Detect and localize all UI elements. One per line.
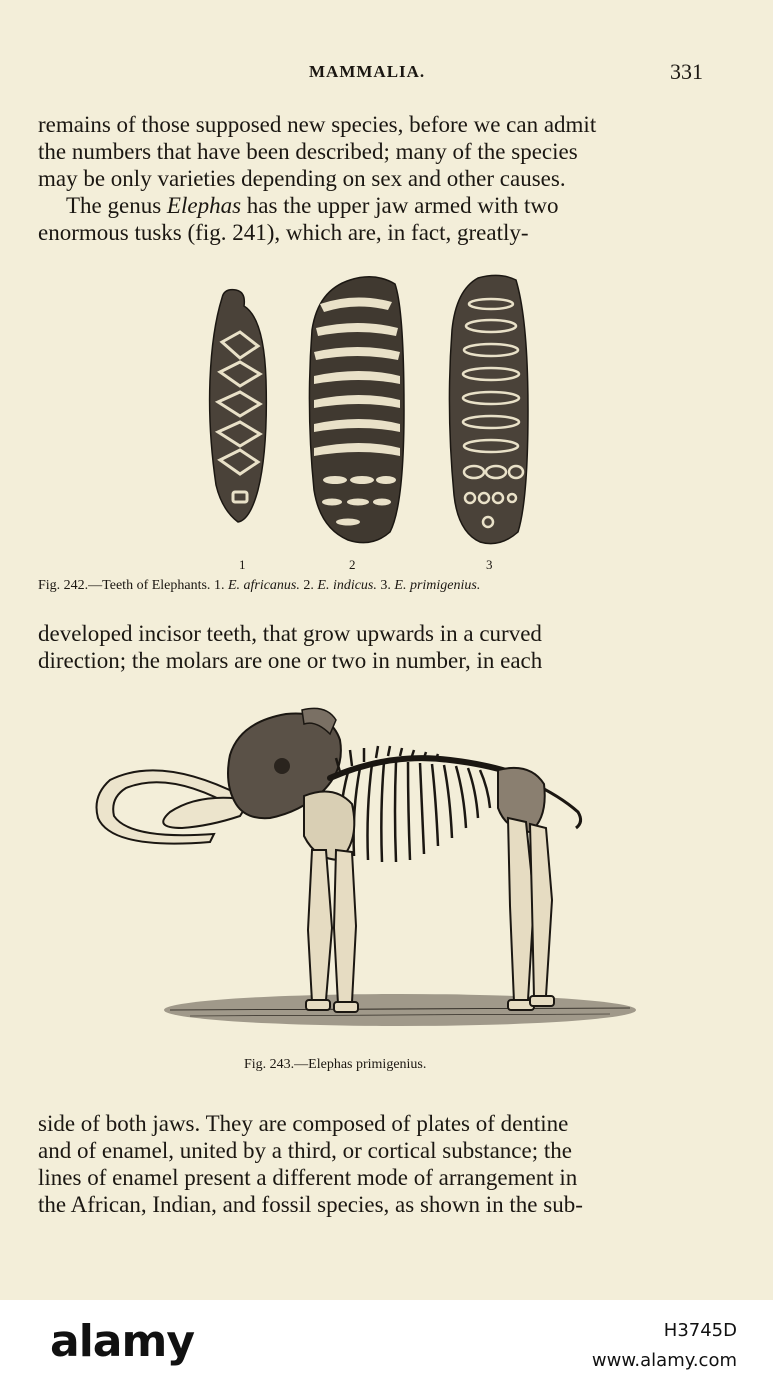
page-number: 331 xyxy=(670,59,703,84)
genus-name: Elephas xyxy=(166,193,242,218)
paragraph-molars xyxy=(38,1110,710,1218)
text-line: developed incisor teeth, that grow upwards in a curved xyxy=(38,621,542,646)
tooth-indicus-illustration xyxy=(309,277,404,543)
fig-242-elephant-teeth xyxy=(200,270,540,555)
text-line: enormous tusks (fig. 241), which are, in fact, greatly- xyxy=(38,220,529,245)
tooth-label: 2 xyxy=(349,557,356,572)
paragraph-remains xyxy=(38,111,710,192)
text-line: may be only varieties depending on sex and other causes. xyxy=(38,166,566,191)
fig-243-mammoth-skeleton xyxy=(90,700,650,1040)
text-line: direction; the molars are one or two in number, in each xyxy=(38,648,543,673)
tooth-africanus-illustration xyxy=(210,290,267,522)
tooth-label: 3 xyxy=(486,557,493,572)
fig-243-caption: Fig. 243.—Elephas primigenius. xyxy=(244,1057,427,1072)
text-line: the numbers that have been described; many of the species xyxy=(38,139,578,164)
tusks xyxy=(97,770,251,843)
text-line: lines of enamel present a different mode of arrangement in xyxy=(38,1165,578,1190)
site-url: www.alamy.com xyxy=(591,1350,737,1371)
text-line: the African, Indian, and fossil species, as shown in the sub- xyxy=(38,1192,583,1217)
fig-242-caption: Fig. 242.—Teeth of Elephants. 1. E. africanus. 2. E. indicus. 3. E. primigenius. xyxy=(38,578,481,593)
running-head xyxy=(0,59,773,92)
tooth-label: 1 xyxy=(239,557,246,572)
text-line: The genus Elephas has the upper jaw armed with two xyxy=(66,193,559,218)
tooth-primigenius-illustration xyxy=(449,275,528,543)
hind-legs xyxy=(508,818,554,1010)
text-line: side of both jaws. They are composed of plates of dentine xyxy=(38,1111,569,1136)
paragraph-genus-elephas xyxy=(38,192,710,246)
running-head-title: MAMMALIA. xyxy=(309,62,426,81)
image-id: H3745D xyxy=(663,1320,737,1341)
paragraph-incisors xyxy=(38,620,710,674)
text-line: and of enamel, united by a third, or cortical substance; the xyxy=(38,1138,572,1163)
front-legs xyxy=(306,850,358,1012)
alamy-logo: alamy xyxy=(50,1316,194,1367)
stock-watermark-bar xyxy=(0,1300,773,1390)
text-line: remains of those supposed new species, before we can admit xyxy=(38,112,597,137)
ribcage xyxy=(340,762,490,862)
